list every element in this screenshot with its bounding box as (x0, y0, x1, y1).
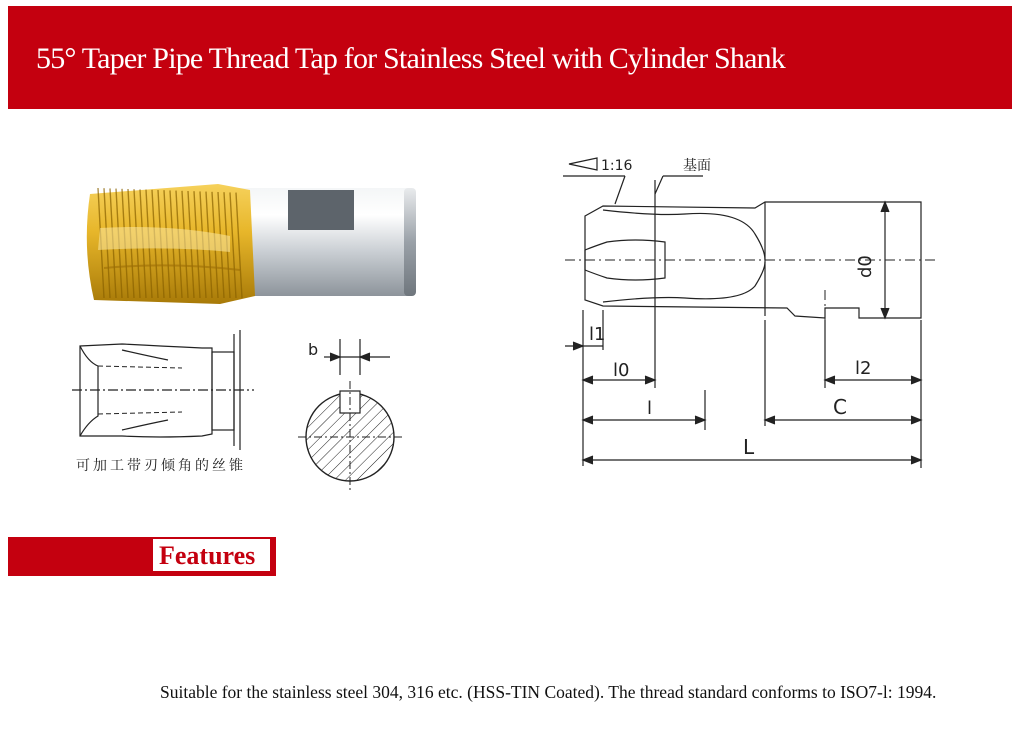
description (118, 680, 1000, 705)
l-label: l (647, 398, 653, 419)
cross-section-drawing (298, 335, 408, 495)
tap-side-view-drawing (62, 326, 262, 454)
l2-label: l2 (855, 358, 872, 379)
base-plane-label: 基面 (683, 158, 711, 174)
side-view-caption: 可加工带刃倾角的丝锥 (76, 458, 246, 474)
title-banner (8, 6, 1012, 109)
tap-photo (80, 178, 420, 310)
taper-ratio-label: 1:16 (601, 158, 633, 174)
d0-label: d0 (855, 255, 876, 278)
dim-b-label: b (308, 340, 319, 359)
features-heading: Features (159, 541, 256, 570)
description-text: Suitable for the stainless steel 304, 316 etc. (HSS-TIN Coated). The thread standard conforms to ISO7-l: 1994. (160, 682, 937, 702)
tap-dimension-drawing (555, 150, 945, 475)
page-title: 55° Taper Pipe Thread Tap for Stainless Steel with Cylinder Shank (36, 42, 786, 75)
L-label: L (743, 435, 755, 459)
l0-label: l0 (613, 360, 630, 381)
square-flat (288, 190, 354, 230)
c-label: C (833, 395, 847, 419)
features-heading-box (152, 538, 271, 572)
l1-label: l1 (589, 324, 606, 345)
